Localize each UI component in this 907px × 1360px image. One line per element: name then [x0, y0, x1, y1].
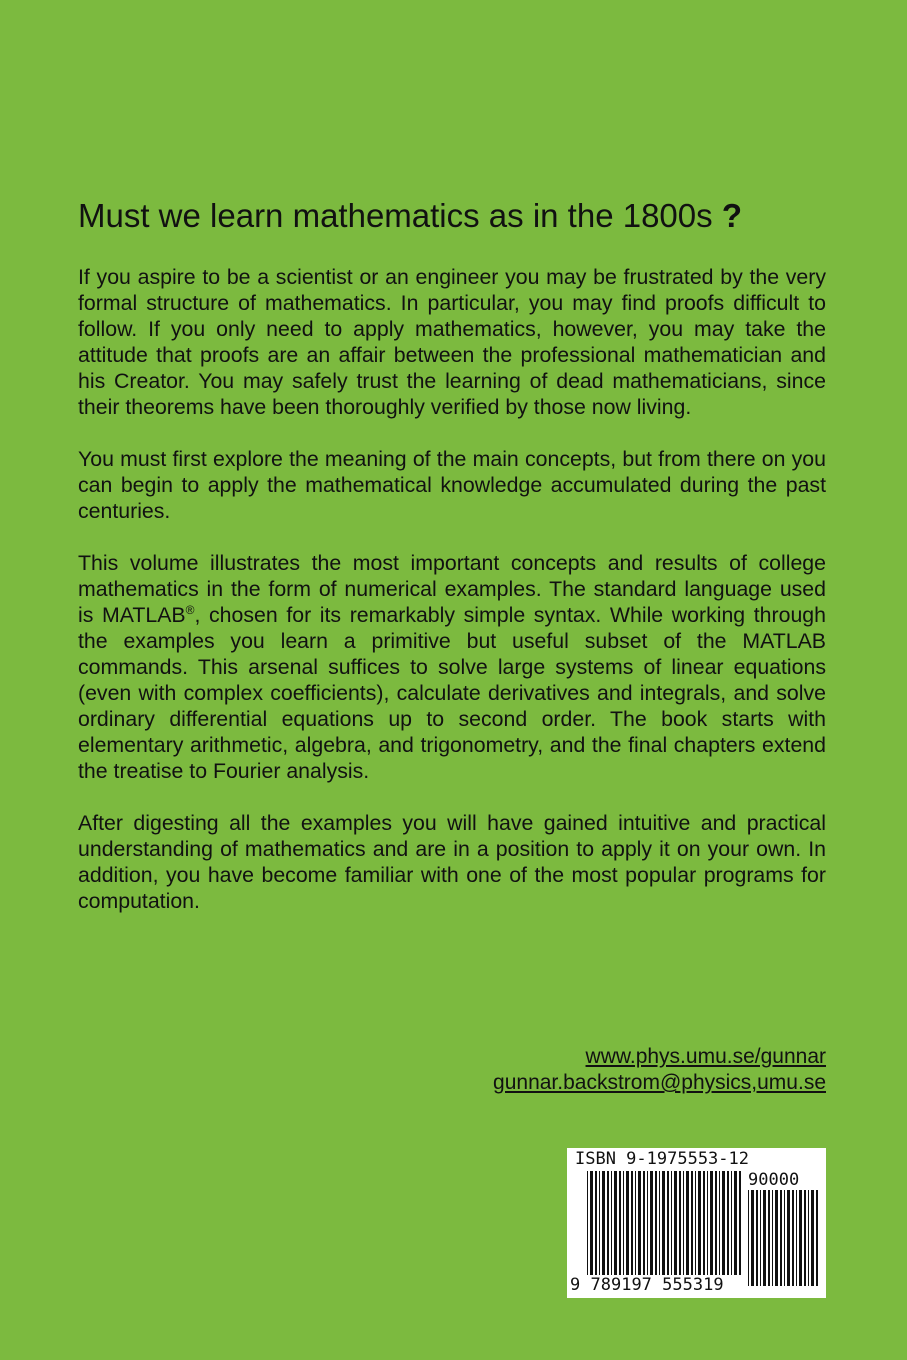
barcode-bar	[698, 1171, 701, 1275]
barcode-bar	[808, 1190, 809, 1286]
barcode-bar	[780, 1190, 782, 1286]
barcode-bar	[804, 1190, 806, 1286]
ean-group-1: 789197	[590, 1275, 652, 1295]
barcode-bar	[734, 1171, 737, 1275]
contact-block	[493, 1044, 826, 1096]
paragraph-3-start: This volume illustrates the most important concepts and results of college mathematics in the form of numerical examples. The standard language used is MATLAB	[78, 551, 826, 627]
barcode-bar	[775, 1190, 778, 1286]
barcode-bar	[623, 1171, 624, 1275]
barcode-bar	[674, 1171, 677, 1275]
barcode-bar	[626, 1171, 629, 1275]
barcode-bar	[787, 1190, 790, 1286]
barcode-bar	[710, 1171, 713, 1275]
headline-question-mark: ?	[721, 197, 742, 234]
paragraph-2: You must first explore the meaning of the main concepts, but from there on you can begin to apply the mathematical knowledge accumulated during the past centuries.	[78, 447, 826, 523]
barcode-bar	[599, 1171, 600, 1275]
barcode-bar	[587, 1171, 588, 1275]
barcode-bar	[619, 1171, 621, 1275]
barcode-bar	[659, 1171, 660, 1275]
barcode-bar	[643, 1171, 645, 1275]
barcode-bar	[667, 1171, 669, 1275]
barcode-bar	[662, 1171, 665, 1275]
barcode-bar	[731, 1171, 732, 1275]
barcode-bar	[715, 1171, 717, 1275]
barcode-bar	[686, 1171, 689, 1275]
ean-first-digit: 9	[570, 1275, 581, 1295]
barcode-bar	[671, 1171, 672, 1275]
barcode-bar	[595, 1171, 597, 1275]
barcode-bar	[796, 1190, 797, 1286]
barcode-bar	[722, 1171, 725, 1275]
barcode-bar	[719, 1171, 720, 1275]
barcode-bar	[707, 1171, 708, 1275]
isbn-text: ISBN 9-1975553-12	[575, 1149, 749, 1169]
blurb	[78, 264, 826, 940]
barcode-bar	[727, 1171, 729, 1275]
barcode-bar	[756, 1190, 758, 1286]
barcode-bar	[748, 1190, 749, 1286]
barcode-bar	[647, 1171, 648, 1275]
barcode-bar	[792, 1190, 794, 1286]
barcode-bar	[602, 1171, 605, 1275]
barcode-bar	[816, 1190, 818, 1286]
barcode-box	[567, 1148, 826, 1298]
registered-mark: ®	[185, 603, 195, 617]
barcode-bar	[751, 1190, 754, 1286]
barcode-bar	[695, 1171, 696, 1275]
headline-text: Must we learn mathematics as in the 1800s	[78, 197, 713, 234]
barcode-bar	[655, 1171, 657, 1275]
barcode-bar	[679, 1171, 681, 1275]
paragraph-1: If you aspire to be a scientist or an engineer you may be frustrated by the very formal structure of mathematics. In particular, you may find proofs difficult to follow. If you only need to apply mathematics, however, you may take the attitude that proofs are an affair between the professional mathematician and his Creator. You may safely trust the learning of dead mathematicians, since their theorems have been thoroughly verified by those now living.	[78, 265, 826, 419]
email-link[interactable]: gunnar.backstrom@physics,umu.se	[493, 1071, 826, 1094]
price-code: 90000	[748, 1170, 800, 1190]
barcode-bar	[739, 1171, 741, 1275]
ean-group-2: 555319	[662, 1275, 724, 1295]
barcode-bar	[811, 1190, 814, 1286]
barcode-bar	[631, 1171, 633, 1275]
addon-barcode-bars	[748, 1190, 818, 1286]
barcode-bar	[607, 1171, 609, 1275]
barcode-bar	[703, 1171, 705, 1275]
paragraph-3-rest: , chosen for its remarkably simple syntax. While working through the examples you learn a primitive but useful subset of the MATLAB commands. This arsenal suffices to solve large systems of linear equations (even with complex coefficients), calculate derivatives and integrals, and solve ordinary differential equations up to second order. The book starts with elementary arithmetic, algebra, and trigonometry, and the final chapters extend the treatise to Fourier analysis.	[78, 603, 826, 783]
ean-barcode-bars	[587, 1171, 743, 1275]
barcode-bar	[691, 1171, 693, 1275]
barcode-bar	[760, 1190, 761, 1286]
paragraph-3	[78, 550, 826, 784]
barcode-bar	[635, 1171, 636, 1275]
barcode-bar	[590, 1171, 593, 1275]
barcode-bar	[650, 1171, 653, 1275]
website-link[interactable]: www.phys.umu.se/gunnar	[585, 1045, 826, 1068]
barcode-bar	[611, 1171, 612, 1275]
barcode-bar	[638, 1171, 641, 1275]
barcode-bar	[763, 1190, 766, 1286]
barcode-bar	[683, 1171, 684, 1275]
barcode-bar	[784, 1190, 785, 1286]
headline	[78, 196, 838, 236]
barcode-bar	[799, 1190, 802, 1286]
ean-digits	[570, 1275, 724, 1295]
paragraph-4: After digesting all the examples you will have gained intuitive and practical understanding of mathematics and are in a position to apply it on your own. In addition, you have become familiar with one of the most popular programs for computation.	[78, 811, 826, 913]
barcode-bar	[768, 1190, 770, 1286]
barcode-bar	[772, 1190, 773, 1286]
barcode-bar	[614, 1171, 617, 1275]
